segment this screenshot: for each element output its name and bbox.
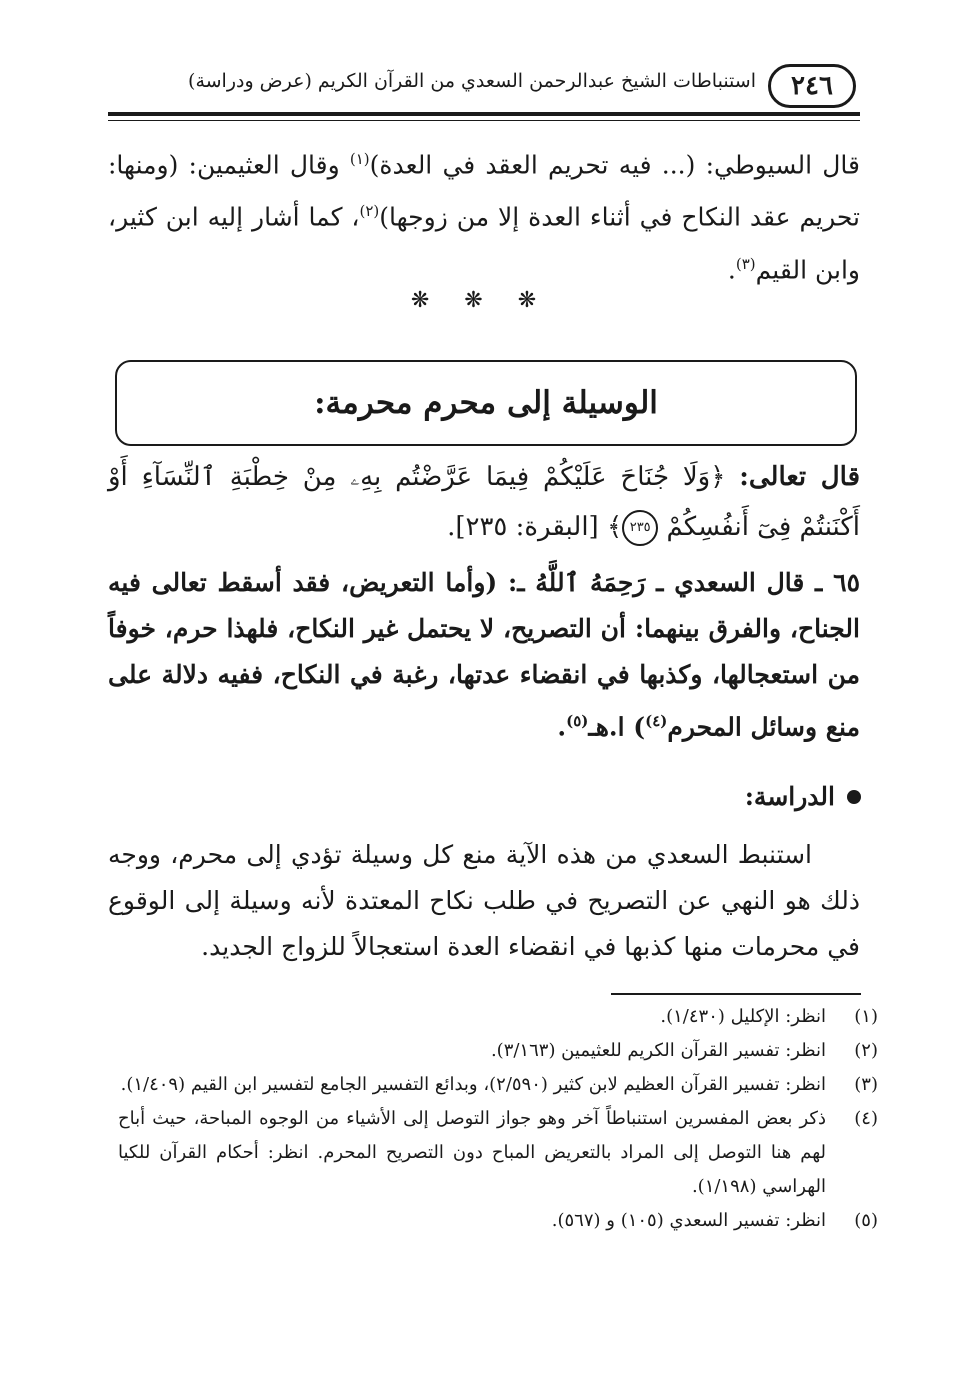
footnote-ref-5: (٥): [566, 712, 589, 730]
page-header: [108, 62, 856, 112]
footnote-separator: [611, 993, 861, 995]
intro-text: وقال العثيمين: (ومنها: تحريم عقد النكاح في أثناء العدة إلا من زوجها): [108, 150, 860, 232]
quran-verse-paragraph: [108, 452, 860, 552]
saadi-text: ٦٥ ـ قال السعدي ـ رَحِمَهُ ٱللَّهُ ـ: (وأما التعريض، فقد أسقط تعالى فيه الجناح، والفرق بينهما: أن التصريح، لا يحتمل غير النكاح، فلهذا حرم، خوفاً من استعجالها، وكذبها في انقضاء عدتها، رغبة في النكاح، ففيه دلالة على منع وسائل المحرم: [108, 568, 860, 742]
verse-text: وَلَا جُنَاحَ عَلَيْكُمْ فِيمَا عَرَّضْتُم بِهِۦ مِنْ خِطْبَةِ ٱلنِّسَآءِ أَوْ أَكْنَنتُمْ فِىٓ أَنفُسِكُمْ: [108, 462, 860, 542]
verse-reference: [البقرة: ٢٣٥].: [447, 512, 607, 542]
intro-text: .: [727, 254, 736, 284]
footnote-item: [118, 1000, 878, 1034]
footnotes: [118, 1000, 878, 1238]
footnote-text: انظر: تفسير القرآن العظيم لابن كثير (٢/٥٩٠)، وبدائع التفسير الجامع لتفسير ابن القيم (١/٤٠٩).: [120, 1074, 826, 1095]
footnote-item: [118, 1034, 878, 1068]
footnote-ref-2: (٢): [359, 202, 380, 221]
footnote-ref-3: (٣): [735, 254, 756, 273]
footnote-item: [118, 1204, 878, 1238]
saadi-text: .: [557, 712, 567, 742]
header-rule-thin: [108, 120, 860, 121]
bullet-icon: [847, 790, 861, 804]
footnote-number: (٥): [854, 1210, 878, 1231]
intro-text: قال السيوطي: (... فيه تحريم العقد في العدة): [369, 150, 860, 180]
section-separator: ❋ ❋ ❋: [410, 288, 551, 313]
footnote-ref-4: (٤): [645, 712, 668, 730]
footnote-text: ذكر بعض المفسرين استنباطاً آخر وهو جواز التوصل إلى الأشياء من الوجوه المباحة، حيث أباح لهم هنا التوصل إلى المراد بالتعريض المباح دون التصريح المحرم. انظر: أحكام القرآن للكيا الهراسي (١/١٩٨).: [118, 1108, 826, 1197]
section-title: الوسيلة إلى محرم محرمة:: [314, 385, 658, 421]
footnote-item: [118, 1068, 878, 1102]
intro-paragraph: [108, 136, 860, 293]
footnote-number: (٣): [854, 1074, 878, 1095]
running-title: استنباطات الشيخ عبدالرحمن السعدي من القرآن الكريم (عرض ودراسة): [188, 70, 756, 92]
section-title-box: [115, 360, 857, 446]
verse-number-icon: ٢٣٥: [622, 510, 658, 546]
saadi-text: ) ا.هـ: [588, 712, 646, 742]
verse-lead: قال تعالى:: [739, 462, 861, 492]
footnote-number: (١): [854, 1006, 878, 1027]
footnote-ref-1: (١): [349, 150, 370, 168]
verse-close-bracket: ﴾: [606, 512, 623, 542]
header-rule-thick: [108, 112, 860, 116]
footnote-item: [118, 1102, 878, 1204]
footnote-text: انظر: تفسير القرآن الكريم للعثيمين (٣/١٦٣).: [490, 1040, 826, 1061]
study-heading-text: الدراسة:: [744, 782, 835, 811]
footnote-number: (٢): [854, 1040, 878, 1061]
verse-open-bracket: ﴿: [710, 462, 726, 492]
page-number: ٢٤٦: [768, 64, 856, 108]
saadi-quote-paragraph: [108, 560, 860, 750]
footnote-text: انظر: الإكليل (١/٤٣٠).: [660, 1006, 826, 1027]
study-paragraph: استنبط السعدي من هذه الآية منع كل وسيلة تؤدي إلى محرم، ووجه ذلك هو النهي عن التصريح في طلب نكاح المعتدة لأنه وسيلة إلى الوقوع في محرمات منها كذبها في انقضاء العدة استعجالاً للزواج الجديد.: [108, 840, 860, 961]
footnote-number: (٤): [854, 1108, 878, 1129]
footnote-text: انظر: تفسير السعدي (١٠٥) و (٥٦٧).: [551, 1210, 826, 1231]
study-heading: [745, 782, 861, 811]
intro-text: ، كما أشار إليه ابن كثير، وابن القيم: [108, 202, 860, 284]
